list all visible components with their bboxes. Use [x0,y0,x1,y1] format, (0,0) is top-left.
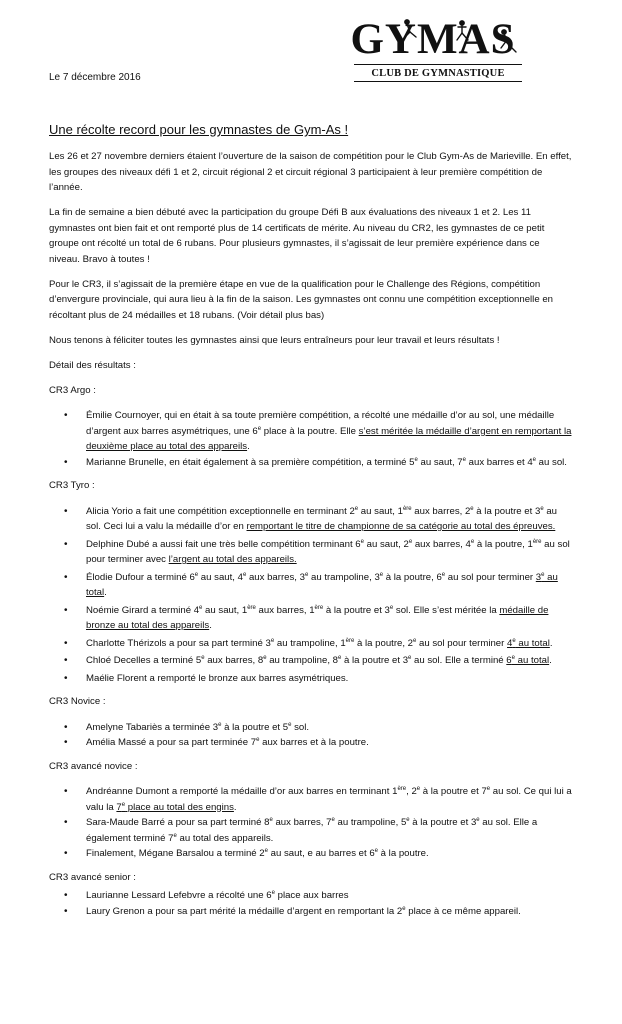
list-item: • Laurianne Lessard Lefebvre a récolté une 6e place aux barres [86,888,573,904]
results-list-tyro [49,504,573,687]
article-title: Une récolte record pour les gymnastes de Gym-As ! [49,122,349,137]
section-heading-advanced-senior: CR3 avancé senior : [49,871,136,883]
list-item: • Laury Grenon a pour sa part mérité la médaille d’argent en remportant la 2e place à ce même appareil. [86,904,573,920]
list-item: • Delphine Dubé a aussi fait une très belle compétition terminant 6e au saut, 2e aux barres, 4e à la poutre, 1ère au sol pour terminer avec l’argent au total des appareils. [86,537,573,568]
list-item: • Marianne Brunelle, en était également à sa première compétition, a terminé 5e au saut, 7e aux barres et 4e au sol. [86,455,573,471]
list-item: • Chloé Decelles a terminé 5e aux barres, 8e au trampoline, 8e à la poutre et 3e au sol. Elle a terminé 6e au total. [86,653,573,669]
results-list-argo [49,408,573,470]
paragraph-results-heading: Détail des résultats : [49,359,136,371]
list-item: • Amelyne Tabariès a terminée 3e à la poutre et 5e sol. [86,720,573,736]
list-item: • Charlotte Thérizols a pour sa part terminé 3e au trampoline, 1ère à la poutre, 2e au sol pour terminer 4e au total. [86,636,573,652]
article-body [49,122,573,927]
list-item: • Émilie Cournoyer, qui en était à sa toute première compétition, a récolté une médaille d’or au sol, une médaille d’argent aux barres asymétriques, une 6e place à la poutre. Elle s’est méritée la médaille d’argent en remportant la deuxième place au total des appareils. [86,408,573,455]
section-heading-novice: CR3 Novice : [49,696,106,707]
logo-rule-bottom [354,81,522,82]
list-item: • Élodie Dufour a terminé 6e au saut, 4e aux barres, 3e au trampoline, 3e à la poutre, 6e au sol pour terminer 3e au total. [86,570,573,601]
section-heading-argo: CR3 Argo : [49,384,96,396]
list-item: • Andréanne Dumont a remporté la médaille d’or aux barres en terminant 1ère, 2e à la poutre et 7e au sol. Ce qui lui a valu la 7e place au total des engins. [86,784,573,815]
results-list-novice [49,720,573,751]
logo-wordmark: GYMAS [350,16,516,63]
list-item: • Amélia Massé a pour sa part terminée 7e aux barres et à la poutre. [86,735,573,751]
section-heading-advanced-novice: CR3 avancé novice : [49,760,138,772]
logo-subtitle: CLUB DE GYMNASTIQUE [371,68,505,79]
paragraph-cr3: Pour le CR3, il s’agissait de la première étape en vue de la qualification pour le Challenge des Régions, compétition d’envergure provinciale, qui aura lieu à la fin de la saison. Les gymnastes ont connu une compétition exceptionnelle en récoltant plus de 24 médailles et 18 rubans. (Voir détail plus bas) [49,278,553,321]
paragraph-weekend: La fin de semaine a bien débuté avec la participation du groupe Défi B aux évaluations des niveaux 1 et 2. Les 11 gymnastes ont bien fait et ont remporté plus de 14 certificats de mérite. Au niveau du CR2, les gymnastes de ce petit groupe ont récolté un total de 6 rubans. Pour plusieurs gymnastes, il s’agissait de leur première expérience dans ce niveau. Bravo à toutes ! [49,207,545,265]
letter-date: Le 7 décembre 2016 [49,72,141,83]
paragraph-thanks: Nous tenons à féliciter toutes les gymnastes ainsi que leurs entraîneurs pour leur travail et leurs résultats ! [49,334,500,346]
list-item: • Alicia Yorio a fait une compétition exceptionnelle en terminant 2e au saut, 1ère aux barres, 2e à la poutre et 3e au sol. Ceci lui a valu la médaille d’or en remportant le titre de championne de sa catégorie au total des épreuves. [86,504,573,535]
list-item: • Finalement, Mégane Barsalou a terminé 2e au saut, e au barres et 6e à la poutre. [86,846,573,862]
logo-rule-top [354,64,522,65]
list-item: • Sara-Maude Barré a pour sa part terminé 8e aux barres, 7e au trampoline, 5e à la poutre et 3e au sol. Elle a également terminé 7e au total des appareils. [86,815,573,846]
results-list-advanced-novice [49,784,573,862]
list-item: • Noémie Girard a terminé 4e au saut, 1ère aux barres, 1ère à la poutre et 3e sol. Elle s’est méritée la médaille de bronze au total des appareils. [86,603,573,634]
results-list-advanced-senior [49,888,573,919]
paragraph-intro: Les 26 et 27 novembre derniers étaient l’ouverture de la saison de compétition pour le Club Gym-As de Marieville. En effet, les groupes des niveaux défi 1 et 2, circuit régional 2 et circuit régional 3 participaient à leur première compétition de l’année. [49,151,572,193]
section-heading-tyro: CR3 Tyro : [49,480,95,491]
club-logo [344,18,522,84]
list-item: • Maélie Florent a remporté le bronze aux barres asymétriques. [86,671,573,687]
